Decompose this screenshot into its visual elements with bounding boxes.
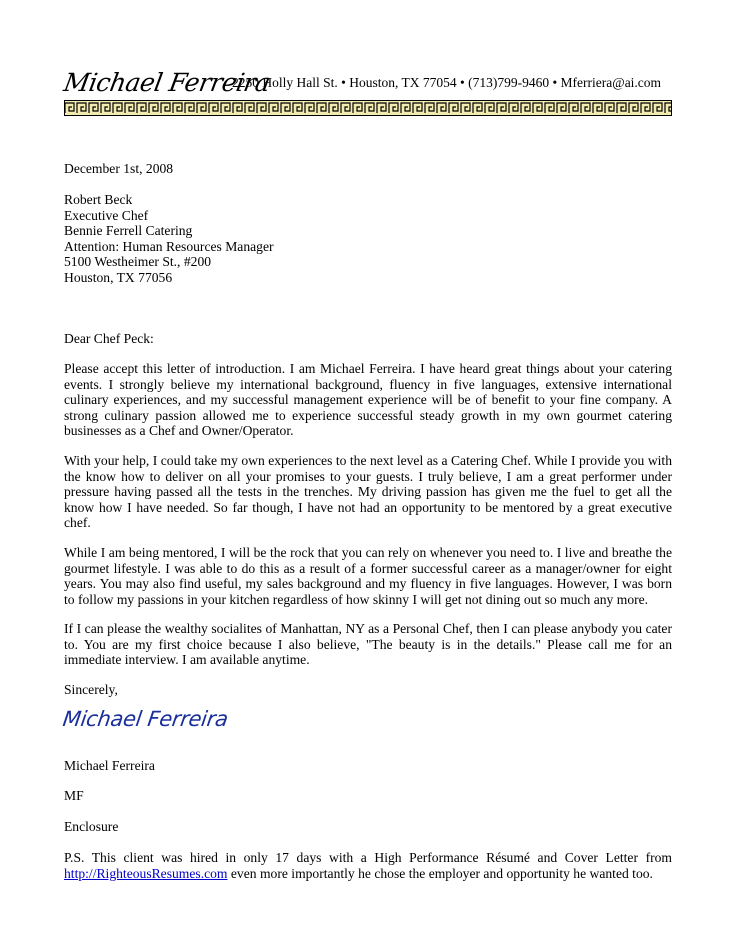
- recipient-name: Robert Beck: [64, 192, 133, 207]
- body-paragraph-4: If I can please the wealthy socialites of Manhattan, NY as a Personal Chef, then I can please anybody you cater to. You are my first choice because I also believe, "The beauty is in the details." Please call me for an immediate interview. I am available anytime.: [64, 621, 672, 667]
- body-paragraph-2: With your help, I could take my own experiences to the next level as a Catering Chef. While I provide you with the know how to deliver on all your promises to your guests. I truly believe, I am a great performer under pressure having passed all the tests in the trenches. My driving passion has given me the fuel to get all the know how I have needed. So far though, I have not had an opportunity to be mentored by a great executive chef.: [64, 453, 672, 530]
- closing: Sincerely,: [64, 682, 118, 697]
- letterhead-name: Michael Ferreira: [61, 68, 273, 97]
- body-paragraph-1: Please accept this letter of introduction. I am Michael Ferreira. I have heard great things about your catering events. I strongly believe my international background, fluency in five languages, extensive international culinary experiences, and my successful management experience will be of benefit to your fine company. A strong culinary passion allowed me to experience successful steady growth in my own gourmet catering businesses as a Chef and Owner/Operator.: [64, 361, 672, 438]
- signature-text: Michael Ferreira: [61, 707, 230, 731]
- greek-key-border: [64, 100, 672, 116]
- postscript: [64, 850, 672, 881]
- initials: MF: [64, 788, 84, 803]
- letter-date: December 1st, 2008: [64, 161, 174, 176]
- postscript-text: P.S. This client was hired in only 17 days with a High Performance Résumé and Cover Letter from: [64, 850, 672, 865]
- salutation: Dear Chef Peck:: [64, 331, 154, 346]
- recipient-city: Houston, TX 77056: [64, 269, 173, 285]
- postscript-suffix: even more importantly he chose the employer and opportunity he wanted too.: [227, 865, 653, 881]
- body-paragraph-3: While I am being mentored, I will be the rock that you can rely on whenever you need to. I live and breathe the gourmet lifestyle. I was able to do this as a result of a former successful career as a manager/owner for eight years. You may also find useful, my sales background and my fluency in five languages. However, I was born to follow my passions in your kitchen regardless of how skinny I will get not dining out so much any more.: [64, 545, 672, 607]
- enclosure-note: Enclosure: [64, 819, 119, 834]
- recipient-title: Executive Chef: [64, 207, 149, 223]
- recipient-address: [64, 192, 672, 285]
- recipient-street: 5100 Westheimer St., #200: [64, 254, 212, 269]
- typed-name: Michael Ferreira: [64, 758, 155, 773]
- recipient-company: Bennie Ferrell Catering: [64, 223, 193, 238]
- recipient-attention: Attention: Human Resources Manager: [64, 238, 274, 254]
- handwritten-signature: [61, 707, 229, 731]
- letterhead: [61, 66, 672, 100]
- letterhead-contact: 2250 Holly Hall St. • Houston, TX 77054 • (713)799-9460 • Mferriera@ai.com: [232, 75, 662, 90]
- righteous-resumes-link[interactable]: http://RighteousResumes.com: [64, 865, 228, 881]
